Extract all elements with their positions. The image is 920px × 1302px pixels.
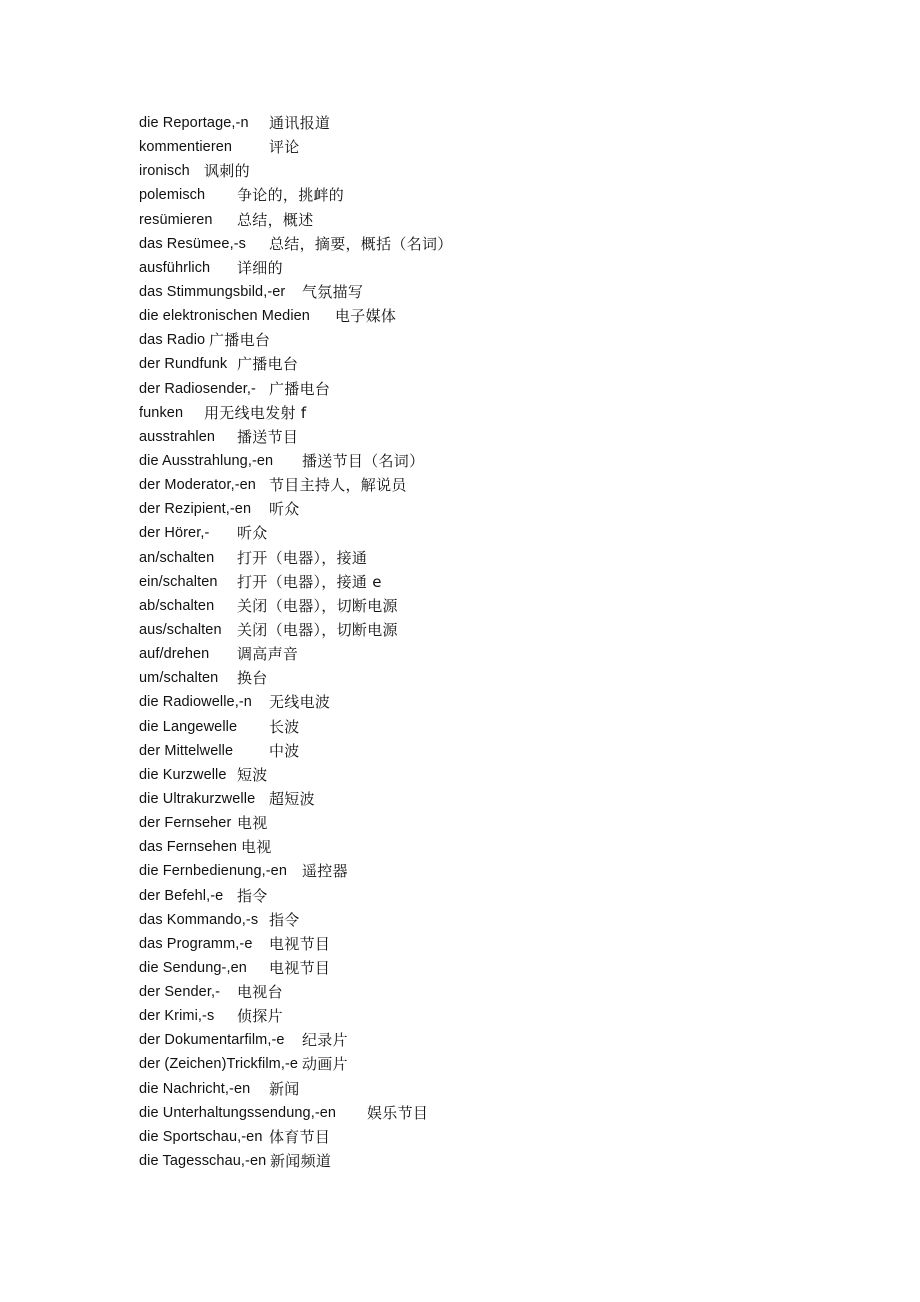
chinese-translation: 电视台 xyxy=(237,983,283,1002)
chinese-translation: 关闭（电器），切断电源 xyxy=(237,596,398,615)
german-term: die Reportage,-n xyxy=(139,115,249,131)
chinese-translation: 电视 xyxy=(237,814,268,833)
chinese-translation: 广播电台 xyxy=(237,355,299,374)
chinese-translation: 总结，摘要，概括（名词） xyxy=(269,234,453,253)
german-term: um/schalten xyxy=(139,670,219,687)
chinese-translation: 换台 xyxy=(237,669,268,688)
chinese-translation: 听众 xyxy=(269,500,300,519)
chinese-translation: 争论的，挑衅的 xyxy=(237,186,345,205)
german-term: der Krimi,-s xyxy=(139,1008,215,1025)
chinese-translation: 电视节目 xyxy=(269,934,331,953)
german-term: die Sendung-,en xyxy=(139,959,247,976)
german-term: aus/schalten xyxy=(139,621,222,638)
german-term: polemisch xyxy=(139,187,206,204)
german-term: kommentieren xyxy=(139,139,233,156)
german-term: ein/schalten xyxy=(139,573,218,590)
chinese-translation: 侦探片 xyxy=(237,1007,283,1026)
chinese-translation: 广播电台 xyxy=(209,331,271,350)
german-term: die Unterhaltungssendung,-en xyxy=(139,1104,337,1121)
german-term: der Befehl,-e xyxy=(139,887,224,904)
chinese-translation: 讽刺的 xyxy=(204,162,250,181)
chinese-translation: 播送节目（名词） xyxy=(302,451,425,470)
german-term: das Kommando,-s xyxy=(139,911,259,928)
german-term: die Tagesschau,-en xyxy=(139,1153,267,1170)
german-term: die Fernbedienung,-en xyxy=(139,863,288,880)
chinese-translation: 评论 xyxy=(269,138,300,157)
chinese-translation: 长波 xyxy=(269,717,300,736)
german-term: der Fernseher xyxy=(139,815,232,832)
chinese-translation: 节目主持人，解说员 xyxy=(269,476,407,495)
chinese-translation: 娱乐节目 xyxy=(367,1103,429,1122)
chinese-translation: 短波 xyxy=(237,765,268,784)
german-term: die Nachricht,-en xyxy=(139,1080,251,1097)
chinese-translation: 体育节目 xyxy=(269,1127,331,1146)
german-term: ausführlich xyxy=(139,259,211,276)
chinese-translation: 动画片 xyxy=(302,1055,348,1074)
chinese-translation: 总结，概述 xyxy=(237,210,314,229)
chinese-translation: 电子媒体 xyxy=(335,307,397,326)
german-term: funken xyxy=(139,404,184,421)
chinese-translation: 新闻 xyxy=(269,1079,300,1098)
chinese-translation: 新闻频道 xyxy=(270,1152,332,1171)
chinese-translation: 播送节目 xyxy=(237,427,299,446)
german-term: die Radiowelle,-n xyxy=(139,694,252,711)
chinese-translation: 电视 xyxy=(241,838,272,857)
chinese-translation: 调高声音 xyxy=(237,645,299,664)
german-term: das Radio xyxy=(139,332,206,349)
german-term: die Ultrakurzwelle xyxy=(139,790,256,807)
german-term: der Mittelwelle xyxy=(139,742,234,759)
german-term: die elektronischen Medien xyxy=(139,308,310,325)
chinese-translation: 关闭（电器），切断电源 xyxy=(237,620,398,639)
chinese-translation: 打开（电器），接通 e xyxy=(237,572,382,591)
chinese-translation: 听众 xyxy=(237,524,268,543)
chinese-translation: 详细的 xyxy=(237,258,283,277)
chinese-translation: 超短波 xyxy=(269,789,315,808)
german-term: der Moderator,-en xyxy=(139,477,256,494)
chinese-translation: 无线电波 xyxy=(269,693,331,712)
chinese-translation: 气氛描写 xyxy=(302,282,364,301)
german-term: ausstrahlen xyxy=(139,428,216,445)
chinese-translation: 纪录片 xyxy=(302,1031,348,1050)
chinese-translation: 中波 xyxy=(269,741,300,760)
german-term: die Ausstrahlung,-en xyxy=(139,452,274,469)
german-term: das Stimmungsbild,-er xyxy=(139,283,286,300)
german-term: das Resümee,-s xyxy=(139,235,246,252)
chinese-translation: 打开（电器），接通 xyxy=(237,548,368,567)
chinese-translation: 通讯报道 xyxy=(269,114,331,132)
german-term: die Langewelle xyxy=(139,718,238,735)
german-term: resümieren xyxy=(139,211,213,228)
german-term: auf/drehen xyxy=(139,646,210,663)
chinese-translation: 遥控器 xyxy=(302,862,348,881)
german-term: der Hörer,- xyxy=(139,525,210,542)
german-term: der (Zeichen)Trickfilm,-e xyxy=(139,1056,299,1073)
chinese-translation: 广播电台 xyxy=(269,379,331,398)
chinese-translation: 电视节目 xyxy=(269,958,331,977)
chinese-translation: 指令 xyxy=(269,910,300,929)
german-term: ab/schalten xyxy=(139,597,215,614)
chinese-translation: 指令 xyxy=(237,886,268,905)
german-term: die Sportschau,-en xyxy=(139,1128,263,1145)
chinese-translation: 用无线电发射 f xyxy=(204,403,307,422)
german-term: das Fernsehen xyxy=(139,839,238,856)
german-term: an/schalten xyxy=(139,549,215,566)
german-term: der Rundfunk xyxy=(139,356,228,373)
german-term: die Kurzwelle xyxy=(139,766,227,783)
german-term: der Dokumentarfilm,-e xyxy=(139,1032,285,1049)
german-term: ironisch xyxy=(139,163,190,180)
german-term: der Rezipient,-en xyxy=(139,501,252,518)
german-term: der Sender,- xyxy=(139,984,220,1001)
german-term: das Programm,-e xyxy=(139,935,253,952)
german-term: der Radiosender,- xyxy=(139,380,256,397)
